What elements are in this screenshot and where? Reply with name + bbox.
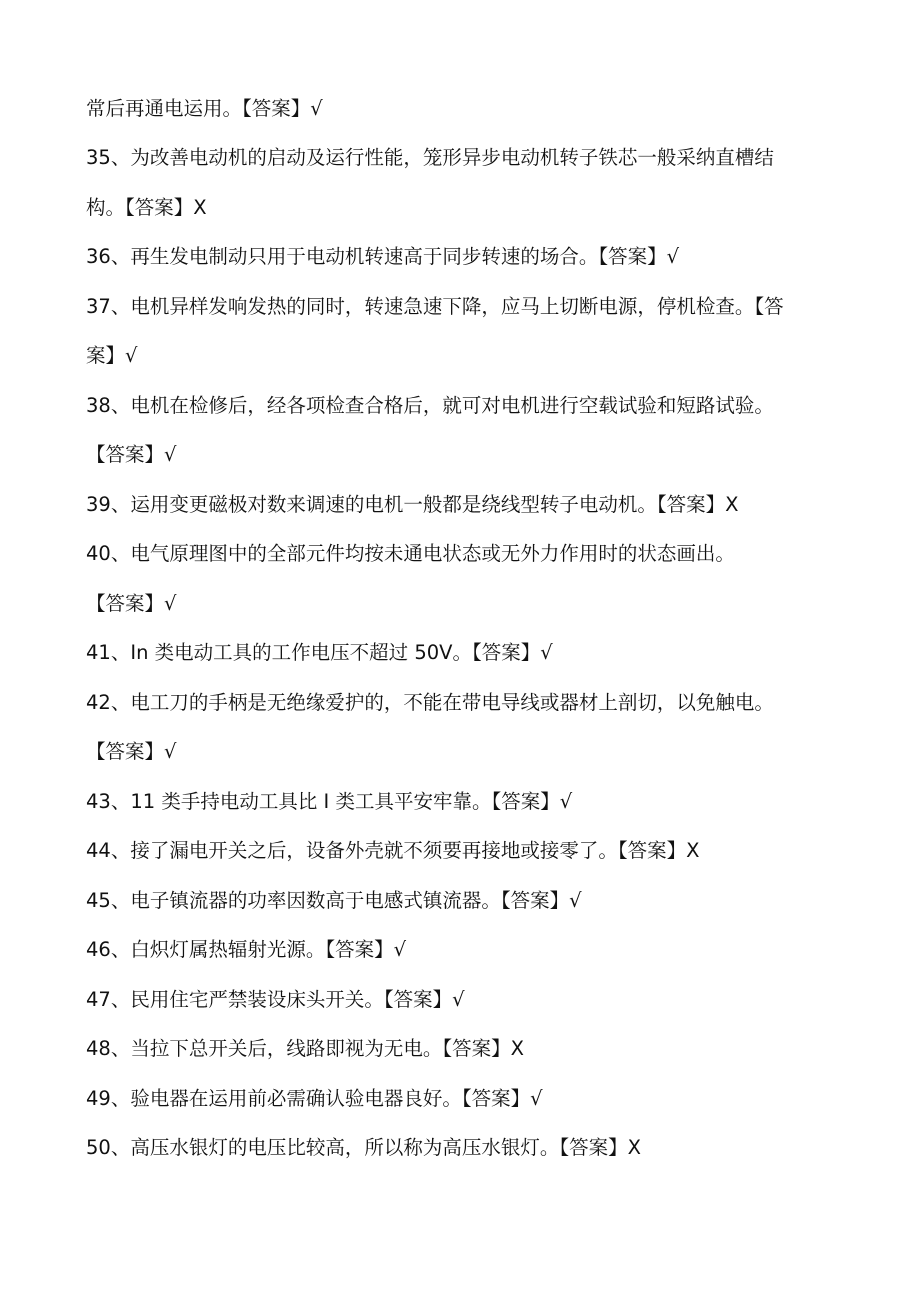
- question-48: 48、当拉下总开关后，线路即视为无电。【答案】X: [86, 1037, 524, 1060]
- question-40: 40、电气原理图中的全部元件均按未通电状态或无外力作用时的状态画出。: [86, 542, 735, 565]
- question-43: 43、11 类手持电动工具比 I 类工具平安牢靠。【答案】√: [86, 790, 573, 813]
- question-44: 44、接了漏电开关之后，设备外壳就不须要再接地或接零了。【答案】X: [86, 839, 700, 862]
- question-45: 45、电子镇流器的功率因数高于电感式镇流器。【答案】√: [86, 889, 582, 912]
- question-35: 35、为改善电动机的启动及运行性能，笼形异步电动机转子铁芯一般采纳直槽结: [86, 146, 774, 169]
- question-38: 38、电机在检修后，经各项检查合格后，就可对电机进行空载试验和短路试验。: [86, 394, 774, 417]
- question-50: 50、高压水银灯的电压比较高，所以称为高压水银灯。【答案】X: [86, 1136, 641, 1159]
- question-49: 49、验电器在运用前必需确认验电器良好。【答案】√: [86, 1087, 543, 1110]
- text-line: 【答案】√: [86, 443, 177, 466]
- text-line: 常后再通电运用。【答案】√: [86, 97, 323, 120]
- question-39: 39、运用变更磁极对数来调速的电机一般都是绕线型转子电动机。【答案】X: [86, 493, 739, 516]
- text-line: 构。【答案】X: [86, 196, 207, 219]
- question-47: 47、民用住宅严禁装设床头开关。【答案】√: [86, 988, 465, 1011]
- question-42: 42、电工刀的手柄是无绝缘爱护的，不能在带电导线或器材上剖切，以免触电。: [86, 691, 774, 714]
- question-41: 41、In 类电动工具的工作电压不超过 50V。【答案】√: [86, 641, 553, 664]
- text-line: 【答案】√: [86, 592, 177, 615]
- question-37: 37、电机异样发响发热的同时，转速急速下降，应马上切断电源，停机检查。【答: [86, 295, 784, 318]
- question-36: 36、再生发电制动只用于电动机转速高于同步转速的场合。【答案】√: [86, 245, 679, 268]
- text-line: 【答案】√: [86, 740, 177, 763]
- question-46: 46、白炽灯属热辐射光源。【答案】√: [86, 938, 406, 961]
- text-line: 案】√: [86, 344, 138, 367]
